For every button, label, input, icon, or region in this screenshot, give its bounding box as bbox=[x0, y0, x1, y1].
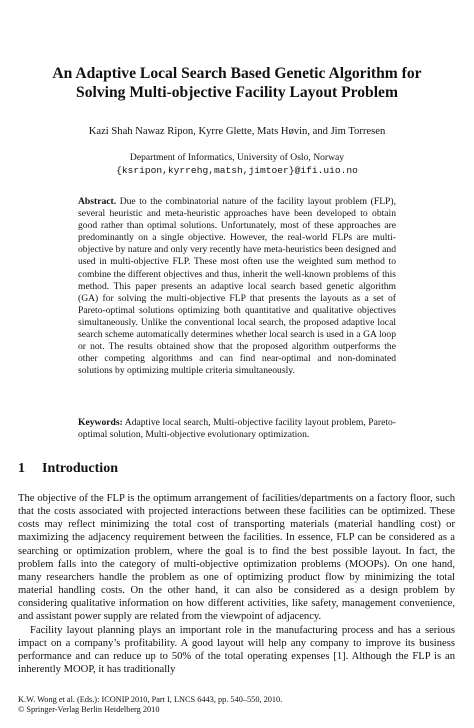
section-heading bbox=[18, 460, 118, 477]
page-footer bbox=[18, 695, 455, 715]
paper-title bbox=[30, 64, 444, 102]
title-line-2: Solving Multi-objective Facility Layout Problem bbox=[76, 84, 398, 101]
abstract-text: Due to the combinatorial nature of the facility layout problem (FLP), several heuristic and meta-heuristic approaches have been developed to obtain good rather than optimal solutions. Unfortunately, most of these approaches are predominantly on a single objective. However, the real-world FLPs are multi-objective by nature and only very recently have meta-heuristics been designed and used in multi-objective FLP. These most often use the weighted sum method to combine the different objectives and thus, inherit the well-known problems of this method. This paper presents an adaptive local search based genetic algorithm (GA) for solving the multi-objective FLP that presents the layouts as a set of Pareto-optimal solutions optimizing both quantitative and qualitative objectives simultaneously. Unlike the conventional local search, the proposed adaptive local search scheme automatically determines whether local search is used in a GA loop or not. The results obtained show that the proposed algorithm outperforms the other competing algorithms and can find near-optimal and non-dominated solutions by optimizing multiple criteria simultaneously. bbox=[78, 196, 396, 377]
title-line-1: An Adaptive Local Search Based Genetic Algorithm for bbox=[52, 65, 422, 82]
citation-line: K.W. Wong et al. (Eds.): ICONIP 2010, Part I, LNCS 6443, pp. 540–550, 2010. bbox=[18, 695, 283, 704]
abstract-label: Abstract. bbox=[78, 196, 117, 207]
abstract bbox=[78, 196, 396, 377]
author-list: Kazi Shah Nawaz Ripon, Kyrre Glette, Mats Høvin, and Jim Torresen bbox=[88, 126, 386, 137]
paragraph-2: Facility layout planning plays an important role in the manufacturing process and has a serious impact on a company’s profitability. A good layout will help any company to improve its business performance and can reduce up to 50% of the total operating expenses [1]. Although the FLP is an inherently MOOP, it has traditionally bbox=[18, 624, 455, 676]
keywords-label: Keywords: bbox=[78, 417, 123, 428]
affiliation-block bbox=[30, 151, 444, 177]
keywords-text: Adaptive local search, Multi-objective facility layout problem, Pareto-optimal solution, Multi-objective evolutionary optimization. bbox=[78, 417, 396, 441]
author-emails: {ksripon,kyrrehg,matsh,jimtoer}@ifi.uio.no bbox=[116, 165, 358, 176]
section-number: 1 bbox=[18, 461, 25, 476]
affiliation: Department of Informatics, University of Oslo, Norway bbox=[129, 152, 345, 163]
section-title: Introduction bbox=[42, 461, 118, 476]
copyright-line: © Springer-Verlag Berlin Heidelberg 2010 bbox=[18, 705, 160, 715]
keywords bbox=[78, 417, 396, 441]
paragraph-1: The objective of the FLP is the optimum arrangement of facilities/departments on a factory floor, such that the costs associated with projected interactions between these facilities can be optimized. These costs may reflect minimizing the total cost of transporting materials (material handling cost) or maximizing the adjacency requirement between the facilities. In essence, FLP can be considered as a searching or optimization problem, where the goal is to find the best possible layout. In fact, the problem falls into the category of multi-objective optimization problems (MOOPs). On one hand, many researchers handle the problem as one of optimizing product flow by minimizing the total material handling costs. On the other hand, it can also be considered as a design problem by considering qualitative information on how different activities, like safety, management convenience, and assistant power supply are related from the viewpoint of adjacency. bbox=[18, 493, 455, 623]
section-body bbox=[18, 492, 455, 676]
